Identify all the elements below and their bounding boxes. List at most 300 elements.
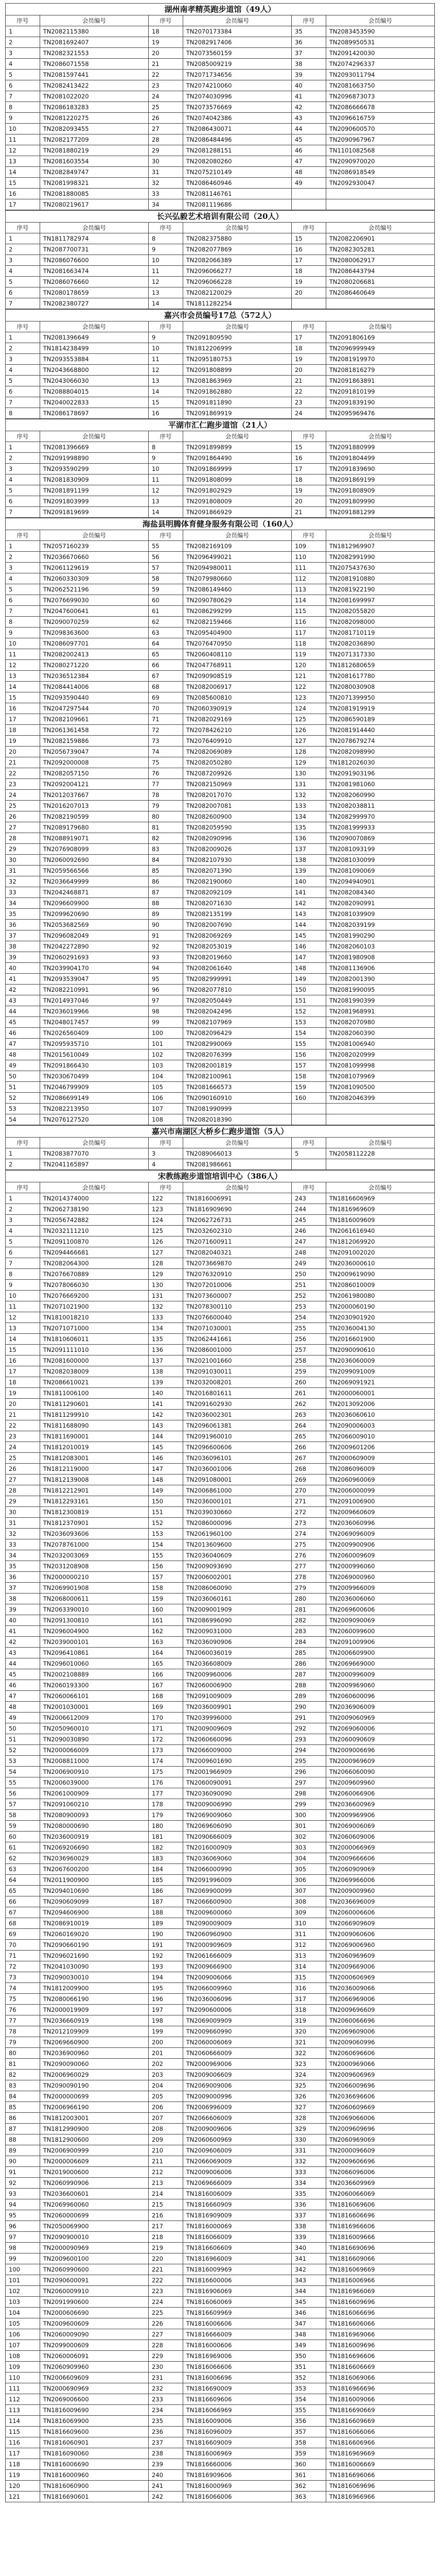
member-id-cell: TN2060990906 [40,2178,148,2189]
table-row [6,1518,435,1529]
seq-cell: 132 [291,790,326,801]
member-id-cell: TN2042272890 [40,941,148,952]
member-id-cell: TN2069000960 [326,1572,434,1583]
member-id-cell: TN2080206681 [326,277,434,287]
seq-cell: 26 [6,811,40,822]
member-id-cell: TN1816969066 [326,2329,434,2340]
seq-cell: 99 [148,1017,183,1028]
member-id-cell: TN2093011794 [326,70,434,80]
table-row [6,1777,435,1788]
member-id-cell: TN2073600007 [183,1291,291,1301]
seq-cell: 28 [6,833,40,844]
member-id-cell: TN2082096429 [183,1028,291,1039]
seq-cell: 290 [291,1702,326,1713]
seq-cell: 19 [6,1388,40,1399]
table-row [6,1236,435,1247]
seq-cell: 111 [6,2383,40,2394]
seq-cell: 4 [6,474,40,485]
member-id-cell: TN1812003001 [40,2113,148,2124]
seq-cell: 33 [6,887,40,898]
seq-cell: 80 [148,811,183,822]
table-row [6,2070,435,2080]
member-id-cell: TN1816069900 [40,2416,148,2427]
seq-cell: 122 [291,682,326,692]
seq-cell: 197 [148,2005,183,2015]
member-id-cell: TN2082007081 [183,801,291,811]
member-id-cell: TN2062738190 [40,1204,148,1215]
member-id-cell: TN1816006969 [183,2448,291,2459]
seq-cell: 57 [6,1799,40,1810]
seq-cell: 111 [291,563,326,573]
member-id-cell: TN2009600100 [40,2253,148,2264]
seq-cell: 132 [148,1301,183,1312]
table-row [6,2459,435,2470]
seq-cell: 328 [291,2113,326,2124]
seq-cell: 49 [291,178,326,189]
seq-cell: 37 [291,48,326,59]
seq-cell: 26 [148,113,183,124]
seq-cell: 105 [148,1082,183,1093]
seq-cell: 245 [291,1215,326,1226]
seq-cell: 335 [291,2189,326,2199]
table-row [6,2329,435,2340]
seq-cell: 192 [148,1951,183,1961]
table-row [6,1028,435,1039]
member-id-cell: TN2086000096 [183,1518,291,1529]
member-id-cell: TN2082150969 [183,779,291,790]
seq-cell: 43 [6,1648,40,1658]
table-row [6,811,435,822]
table-row [6,985,435,995]
seq-cell: 75 [6,1994,40,2005]
member-id-cell: TN2082064300 [40,1258,148,1269]
header-row [6,321,435,332]
seq-cell: 38 [6,941,40,952]
member-id-cell: TN1816696066 [326,2470,434,2481]
seq-cell: 315 [291,1972,326,1983]
seq-cell: 14 [6,682,40,692]
seq-cell: 308 [291,1896,326,1907]
member-id-cell: TN2081022020 [40,91,148,102]
member-id-cell: TN2087700731 [40,244,148,255]
seq-cell: 13 [148,287,183,298]
seq-cell: 220 [148,2253,183,2264]
member-id-cell: TN2066009696 [326,2080,434,2091]
member-id-cell: TN2091808009 [183,496,291,507]
member-id-cell: TN1814238499 [40,343,148,354]
seq-cell: 61 [148,606,183,617]
seq-cell: 22 [148,70,183,80]
member-id-cell: TN1816009066 [326,2394,434,2405]
seq-cell: 63 [6,1864,40,1875]
member-id-cell: TN2082007690 [183,920,291,930]
table-row [6,2080,435,2091]
member-id-cell: TN2082040321 [183,1247,291,1258]
member-id-cell: TN2031208908 [40,1561,148,1572]
table-row [6,1907,435,1918]
member-id-cell: TN2053682569 [40,920,148,930]
seq-cell: 22 [291,386,326,397]
member-id-cell: TN1816909606 [183,2470,291,2481]
member-id-cell: TN2061000909 [40,1788,148,1799]
seq-cell: 209 [148,2134,183,2145]
seq-cell: 20 [291,496,326,507]
seq-cell: 86 [148,876,183,887]
table-row [6,1334,435,1345]
member-id-cell: TN2032003069 [40,1550,148,1561]
seq-cell: 150 [148,1496,183,1507]
seq-cell: 112 [291,573,326,584]
seq-cell: 330 [291,2134,326,2145]
member-id-cell: TN1816066066 [326,2427,434,2437]
member-id-cell: TN2069606090 [183,1821,291,1832]
seq-cell: 243 [291,1193,326,1204]
seq-cell: 20 [291,287,326,298]
member-id-cell: TN1101082568 [326,145,434,156]
table-row [6,113,435,124]
seq-cell: 171 [148,1723,183,1734]
seq-cell: 32 [148,178,183,189]
seq-cell: 29 [6,1496,40,1507]
seq-cell: 266 [291,1442,326,1453]
seq-cell: 316 [291,1983,326,1994]
member-id-cell: TN2009960006 [183,1669,291,1680]
member-id-cell: TN2032602310 [183,1226,291,1236]
member-id-cell: TN2090780629 [183,595,291,606]
member-id-cell: TN2092000008 [40,757,148,768]
member-id-cell: TN2009000996 [183,2091,291,2102]
seq-cell [291,1114,326,1125]
member-id-cell: TN2081990399 [326,995,434,1006]
seq-cell: 280 [291,1594,326,1604]
table-row [6,1875,435,1886]
member-id-cell: TN2082107930 [183,855,291,866]
member-id-cell: TN2036069060 [183,1853,291,1864]
member-id-cell: TN2091869919 [183,408,291,419]
seq-cell: 339 [291,2232,326,2243]
seq-cell: 91 [6,2167,40,2178]
seq-cell: 92 [148,941,183,952]
member-id-cell: TN2096499021 [183,552,291,563]
table-row [6,628,435,638]
table-row [6,1323,435,1334]
member-id-cell: TN2009666606 [326,1853,434,1864]
member-id-cell: TN2086178697 [40,408,148,419]
member-id-cell: TN2081990095 [326,985,434,995]
member-id-cell: TN2082020999 [326,1049,434,1060]
seq-cell: 84 [6,2091,40,2102]
seq-cell: 127 [291,736,326,747]
member-id-cell: TN2060006900 [183,1680,291,1691]
seq-cell: 67 [148,671,183,682]
member-id-cell: TN2009090069 [326,1615,434,1626]
member-id-cell: TN2082077869 [183,244,291,255]
seq-cell: 113 [291,584,326,595]
table-row [6,995,435,1006]
member-id-cell: TN2066606009 [183,2113,291,2124]
member-id-cell: TN1816969609 [326,1204,434,1215]
member-id-cell: TN2036000610 [326,1258,434,1269]
table-row [6,747,435,757]
seq-cell: 7 [6,91,40,102]
table-row [6,1006,435,1017]
table-row [6,2340,435,2351]
seq-cell: 341 [291,2253,326,2264]
seq-cell: 242 [148,2492,183,2502]
member-id-cell: TN1816066606 [183,2362,291,2372]
seq-cell: 57 [148,563,183,573]
member-id-cell: TN2096010060 [40,1658,148,1669]
seq-cell: 28 [6,1485,40,1496]
seq-cell: 271 [291,1496,326,1507]
seq-cell: 213 [148,2178,183,2189]
member-id-cell: TN2062726731 [183,1215,291,1226]
member-id-cell: TN2000000699 [40,2091,148,2102]
seq-cell: 200 [148,2037,183,2048]
seq-cell: 247 [291,1236,326,1247]
table-row [6,2394,435,2405]
seq-cell: 320 [291,2026,326,2037]
seq-cell: 181 [148,1832,183,1842]
member-id-cell: TN2060099600 [326,1626,434,1637]
table-row [6,2297,435,2308]
table-row [6,909,435,920]
table-row [6,952,435,963]
member-id-cell: TN2096873073 [326,91,434,102]
member-id-cell: TN2081666573 [183,1082,291,1093]
member-id-cell: TN2082999970 [326,811,434,822]
member-id-cell: TN1816609696 [326,2297,434,2308]
seq-cell: 93 [6,2189,40,2199]
member-id-cell: TN2082017070 [183,790,291,801]
seq-cell: 108 [6,2351,40,2362]
member-id-cell: TN2006861000 [183,1485,291,1496]
member-id-cell: TN2093590440 [40,692,148,703]
table-row [6,1280,435,1291]
member-id-cell: TN2086183283 [40,102,148,113]
seq-cell: 165 [148,1658,183,1669]
seq-cell: 119 [6,2470,40,2481]
member-id-cell: TN2091080001 [183,1475,291,1485]
seq-cell: 118 [6,2459,40,2470]
member-id-cell: TN2082159466 [183,617,291,628]
member-id-cell: TN2009606009 [183,2145,291,2156]
member-id-cell: TN2009031000 [183,1626,291,1637]
table-row [6,2362,435,2372]
seq-cell: 349 [291,2340,326,2351]
seq-cell: 350 [291,2351,326,2362]
member-id-cell: TN2036090906 [183,1637,291,1648]
seq-cell: 19 [148,37,183,48]
seq-cell: 329 [291,2124,326,2134]
seq-cell: 151 [291,995,326,1006]
member-id-cell: TN2047768911 [183,660,291,671]
member-id-cell: TN2091864490 [183,453,291,464]
member-id-cell: TN2082210991 [40,985,148,995]
member-id-cell: TN2012109909 [40,2026,148,2037]
member-id-cell: TN2061666009 [183,1951,291,1961]
seq-cell: 156 [148,1561,183,1572]
seq-cell: 126 [148,1236,183,1247]
seq-cell: 14 [148,507,183,518]
seq-cell: 70 [6,1940,40,1951]
seq-cell: 168 [148,1691,183,1702]
table-row [6,866,435,876]
member-id-cell: TN2036096101 [183,1453,291,1464]
seq-cell: 53 [6,1104,40,1114]
seq-cell: 216 [148,2210,183,2221]
seq-cell: 194 [148,1972,183,1983]
table-row [6,1453,435,1464]
member-id-cell: TN2009006696 [326,1745,434,1756]
header-seq: 序号 [148,321,183,332]
roster-section [5,518,435,1125]
seq-cell: 180 [148,1821,183,1832]
table-row [6,1301,435,1312]
member-id-cell: TN1816009666 [326,2232,434,2243]
seq-cell: 17 [291,255,326,266]
table-row [6,1017,435,1028]
seq-cell: 68 [6,1918,40,1929]
seq-cell: 1 [6,1193,40,1204]
header-seq: 序号 [148,431,183,442]
member-id-cell: TN1816606609 [183,2243,291,2253]
table-row [6,59,435,70]
member-id-cell: TN2069600606 [326,1604,434,1615]
member-id-cell: TN2061361458 [40,725,148,736]
member-id-cell: TN2096021690 [40,1951,148,1961]
seq-cell: 31 [6,866,40,876]
table-row [6,485,435,496]
member-id-cell: TN2046799909 [40,1082,148,1093]
seq-cell: 262 [291,1399,326,1410]
seq-cell: 134 [291,811,326,822]
seq-cell: 260 [291,1377,326,1388]
member-id-cell: TN2091998890 [40,453,148,464]
seq-cell: 6 [6,496,40,507]
table-row [6,1247,435,1258]
member-id-cell: TN2082600900 [183,811,291,822]
member-id-cell: TN2006960029 [40,2070,148,2080]
seq-cell: 326 [291,2091,326,2102]
seq-cell: 35 [291,26,326,37]
header-seq: 序号 [291,431,326,442]
table-row [6,474,435,485]
table-row [6,1258,435,1269]
member-id-cell: TN2015610049 [40,1049,148,1060]
member-id-cell: TN1816066696 [326,2308,434,2318]
seq-cell: 34 [148,199,183,210]
member-id-cell: TN2086299299 [183,606,291,617]
member-id-cell: TN2061980080 [326,1291,434,1301]
member-id-cell: TN2000006609 [40,2156,148,2167]
member-id-cell: TN2036000101 [183,1496,291,1507]
seq-cell: 337 [291,2210,326,2221]
seq-cell: 12 [6,1312,40,1323]
member-id-cell: TN2082070980 [326,1017,434,1028]
member-id-cell: TN2060600969 [183,2134,291,2145]
seq-cell: 265 [291,1431,326,1442]
member-id-cell: TN2080030908 [326,682,434,692]
seq-cell: 250 [291,1269,326,1280]
member-id-cell: TN2060006091 [40,2351,148,2362]
member-id-cell: TN1816000969 [183,2481,291,2492]
header-member: 会员编号 [326,431,434,442]
member-id-cell: TN2039030660 [183,1507,291,1518]
seq-cell: 9 [148,453,183,464]
member-id-cell: TN1812293161 [40,1496,148,1507]
seq-cell: 253 [291,1301,326,1312]
header-seq: 序号 [6,15,40,26]
member-id-cell: TN2036608009 [183,1658,291,1669]
table-row [6,638,435,649]
seq-cell: 178 [148,1799,183,1810]
member-id-cell: TN1816966069 [326,2286,434,2297]
member-id-cell: TN2009900906 [326,1539,434,1550]
member-id-cell: TN2000690969 [40,2383,148,2394]
seq-cell: 279 [291,1583,326,1594]
table-row [6,1215,435,1226]
member-id-cell: TN2026560409 [40,1028,148,1039]
seq-cell: 13 [148,376,183,386]
member-id-cell: TN2000969609 [326,1756,434,1767]
table-row [6,692,435,703]
member-id-cell: TN2076127520 [40,1114,148,1125]
seq-cell: 17 [6,1366,40,1377]
member-id-cell: TN2000019909 [40,2005,148,2015]
table-row [6,2232,435,2243]
member-id-cell: TN2069660900 [40,2037,148,2048]
member-id-cell: TN2099091009 [326,1366,434,1377]
member-id-cell: TN1816006966 [326,2275,434,2286]
member-id-cell: TN2009606969 [326,2070,434,2080]
seq-cell: 230 [148,2362,183,2372]
seq-cell: 12 [148,277,183,287]
member-id-cell: TN2000090969 [40,2243,148,2253]
member-id-cell: TN2081663474 [40,266,148,277]
seq-cell: 7 [6,606,40,617]
member-id-cell: TN2060909069 [326,1864,434,1875]
table-row [6,876,435,887]
member-id-cell: TN2057160239 [40,541,148,552]
member-id-cell: TN1812083001 [40,1453,148,1464]
seq-cell: 144 [148,1431,183,1442]
member-id-cell: TN1816966009 [183,2253,291,2264]
member-id-cell: TN2006966190 [40,2102,148,2113]
seq-cell: 113 [6,2405,40,2416]
seq-cell: 19 [291,354,326,365]
seq-cell: 1 [6,233,40,244]
member-id-cell: TN2090609099 [40,1896,148,1907]
seq-cell: 16 [291,244,326,255]
member-id-cell: TN2088804015 [40,386,148,397]
member-id-cell: TN2073669870 [183,1258,291,1269]
member-id-cell: TN2091839190 [326,397,434,408]
member-id-cell: TN2069096009 [326,1529,434,1539]
seq-cell: 277 [291,1561,326,1572]
member-id-cell: TN2091839690 [326,464,434,474]
seq-cell: 226 [148,2318,183,2329]
seq-cell: 157 [291,1060,326,1071]
seq-cell: 163 [148,1637,183,1648]
table-row [6,2156,435,2167]
seq-cell: 238 [148,2448,183,2459]
member-id-cell: TN2081986661 [183,1159,291,1170]
table-row [6,584,435,595]
member-id-cell: TN2086590189 [326,714,434,725]
member-id-cell: TN2036960029 [40,1853,148,1864]
member-id-cell: TN2060330309 [40,573,148,584]
